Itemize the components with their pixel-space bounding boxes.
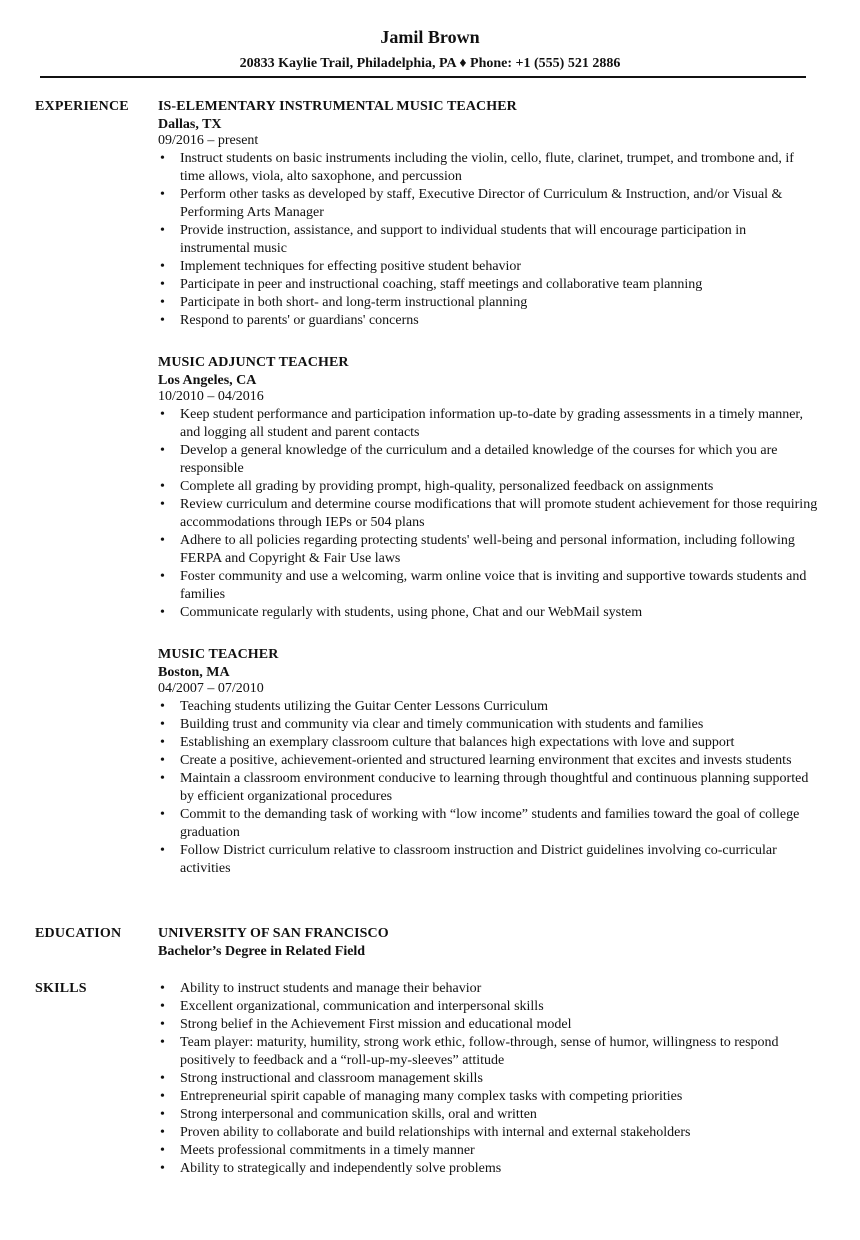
skill-item: • Entrepreneurial spirit capable of managing many complex tasks with competing priorities <box>158 1088 818 1106</box>
job-location: Boston, MA <box>158 665 230 680</box>
education-body <box>158 925 818 961</box>
bullet-item: • Implement techniques for effecting positive student behavior <box>158 258 818 276</box>
skills-heading: SKILLS <box>35 981 87 996</box>
skill-item: • Strong interpersonal and communication skills, oral and written <box>158 1106 818 1124</box>
bullet-item: • Building trust and community via clear and timely communication with students and families <box>158 716 818 734</box>
degree: Bachelor’s Degree in Related Field <box>158 944 366 959</box>
resume-header <box>0 26 860 73</box>
bullet-item: • Develop a general knowledge of the curriculum and a detailed knowledge of the courses for which you are responsible <box>158 442 818 478</box>
skill-item: • Excellent organizational, communication and interpersonal skills <box>158 998 818 1016</box>
job-location: Dallas, TX <box>158 117 222 132</box>
bullet-item: • Follow District curriculum relative to classroom instruction and District guidelines involving co-curricular activities <box>158 842 818 878</box>
job-dates: 04/2007 – 07/2010 <box>158 681 264 696</box>
bullet-item: • Complete all grading by providing prompt, high-quality, personalized feedback on assignments <box>158 478 818 496</box>
bullet-item: • Participate in both short- and long-term instructional planning <box>158 294 818 312</box>
job-title: MUSIC ADJUNCT TEACHER <box>158 355 349 370</box>
bullet-item: • Communicate regularly with students, using phone, Chat and our WebMail system <box>158 604 818 622</box>
job-title: IS-ELEMENTARY INSTRUMENTAL MUSIC TEACHER <box>158 99 517 114</box>
candidate-name: Jamil Brown <box>380 27 480 47</box>
bullet-item: • Instruct students on basic instruments including the violin, cello, flute, clarinet, trumpet, and trombone and, if time allows, viola, alto saxophone, and percussion <box>158 150 818 186</box>
skill-item: • Proven ability to collaborate and build relationships with internal and external stakeholders <box>158 1124 818 1142</box>
header-divider <box>40 76 806 78</box>
job-dates: 10/2010 – 04/2016 <box>158 389 264 404</box>
skill-item: • Team player: maturity, humility, strong work ethic, follow-through, sense of humor, willingness to respond positively to feedback and a “roll-up-my-sleeves” attitude <box>158 1034 818 1070</box>
job-entry <box>158 646 818 878</box>
bullet-item: • Commit to the demanding task of working with “low income” students and families toward the goal of college graduation <box>158 806 818 842</box>
bullet-item: • Review curriculum and determine course modifications that will promote student achievement for those requiring accommodations through IEPs or 504 plans <box>158 496 818 532</box>
job-title: MUSIC TEACHER <box>158 647 279 662</box>
experience-heading: EXPERIENCE <box>35 99 129 114</box>
skill-item: • Strong instructional and classroom management skills <box>158 1070 818 1088</box>
bullet-item: • Foster community and use a welcoming, warm online voice that is inviting and supportive towards students and families <box>158 568 818 604</box>
school-name: UNIVERSITY OF SAN FRANCISCO <box>158 926 389 941</box>
skills-body <box>158 980 818 1178</box>
job-location: Los Angeles, CA <box>158 373 257 388</box>
skill-item: • Ability to instruct students and manage their behavior <box>158 980 818 998</box>
bullet-item: • Respond to parents' or guardians' concerns <box>158 312 818 330</box>
job-bullets <box>158 698 818 878</box>
bullet-item: • Adhere to all policies regarding protecting students' well-being and personal information, including following FERPA and Copyright & Fair Use laws <box>158 532 818 568</box>
bullet-item: • Perform other tasks as developed by staff, Executive Director of Curriculum & Instruction, and/or Visual & Performing Arts Manager <box>158 186 818 222</box>
bullet-item: • Create a positive, achievement-oriented and structured learning environment that excites and invests students <box>158 752 818 770</box>
skill-item: • Strong belief in the Achievement First mission and educational model <box>158 1016 818 1034</box>
bullet-item: • Establishing an exemplary classroom culture that balances high expectations with love and support <box>158 734 818 752</box>
bullet-item: • Keep student performance and participation information up-to-date by grading assessments in a timely manner, and logging all student and parent contacts <box>158 406 818 442</box>
education-heading: EDUCATION <box>35 926 122 941</box>
job-bullets <box>158 406 818 622</box>
bullet-item: • Teaching students utilizing the Guitar Center Lessons Curriculum <box>158 698 818 716</box>
job-bullets <box>158 150 818 330</box>
bullet-item: • Maintain a classroom environment conducive to learning through thoughtful and continuous planning supported by efficient organizational procedures <box>158 770 818 806</box>
contact-info: 20833 Kaylie Trail, Philadelphia, PA ♦ Phone: +1 (555) 521 2886 <box>239 56 621 71</box>
experience-body <box>158 98 818 878</box>
job-dates: 09/2016 – present <box>158 133 259 148</box>
job-entry <box>158 354 818 622</box>
job-entry <box>158 98 818 330</box>
skill-item: • Ability to strategically and independently solve problems <box>158 1160 818 1178</box>
skill-item: • Meets professional commitments in a timely manner <box>158 1142 818 1160</box>
bullet-item: • Participate in peer and instructional coaching, staff meetings and collaborative team planning <box>158 276 818 294</box>
skills-list <box>158 980 818 1178</box>
bullet-item: • Provide instruction, assistance, and support to individual students that will encourage participation in instrumental music <box>158 222 818 258</box>
